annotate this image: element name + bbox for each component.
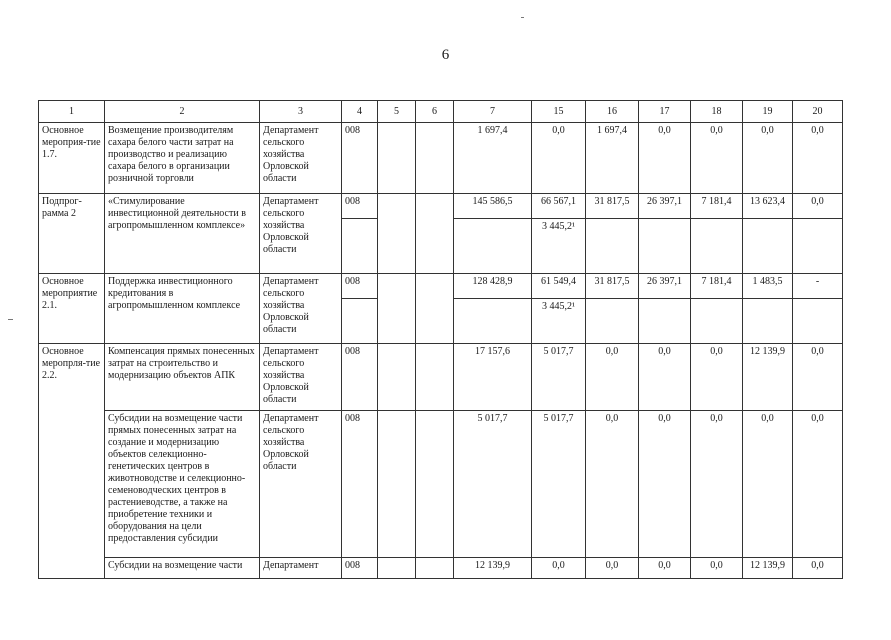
empty-cell — [416, 558, 454, 579]
grbs-code-cell: 008 — [342, 123, 378, 194]
total-cell: 128 428,9 — [454, 274, 532, 299]
program-name-cell: Субсидии на возмещение части прямых понесенных затрат на создание и модернизацию объектов селекционно-генетических центров в животноводстве и селекционно-семеноводческих центров в растениеводстве, а также на приобретение техники и оборудования на цели предоставления субсидии — [105, 411, 260, 558]
year-value-cell: 0,0 — [691, 411, 743, 558]
year-value-cell: 0,0 — [639, 344, 691, 411]
column-header: 5 — [378, 101, 416, 123]
empty-cell — [639, 219, 691, 274]
year-value-cell: 0,0 — [586, 411, 639, 558]
total-cell: 12 139,9 — [454, 558, 532, 579]
empty-cell — [793, 299, 843, 344]
total-cell: 1 697,4 — [454, 123, 532, 194]
year-value-cell: 0,0 — [586, 558, 639, 579]
year-value-cell: 61 549,4 — [532, 274, 586, 299]
total-cell: 17 157,6 — [454, 344, 532, 411]
year-value-cell: 26 397,1 — [639, 274, 691, 299]
year-value-cell: 0,0 — [639, 411, 691, 558]
program-code-cell: Подпрог-рамма 2 — [39, 194, 105, 274]
year-value-cell: 5 017,7 — [532, 344, 586, 411]
table-row — [39, 274, 843, 299]
year-value-cell: 12 139,9 — [743, 558, 793, 579]
year-value-cell: 31 817,5 — [586, 194, 639, 219]
column-header: 18 — [691, 101, 743, 123]
empty-cell — [342, 299, 378, 344]
grbs-code-cell: 008 — [342, 344, 378, 411]
empty-cell — [378, 344, 416, 411]
empty-cell — [416, 123, 454, 194]
table-row — [39, 411, 843, 558]
year-value-cell: 0,0 — [743, 411, 793, 558]
empty-cell — [378, 194, 416, 274]
empty-cell — [342, 219, 378, 274]
total-cell: 5 017,7 — [454, 411, 532, 558]
year-value-cell: 0,0 — [793, 344, 843, 411]
column-header: 7 — [454, 101, 532, 123]
empty-cell — [454, 219, 532, 274]
year-value-cell: - — [793, 274, 843, 299]
executor-cell: Департамент сельского хозяйства Орловской области — [260, 411, 342, 558]
program-code-cell: Основное мероприя-тие 1.7. — [39, 123, 105, 194]
empty-cell — [639, 299, 691, 344]
empty-cell — [378, 411, 416, 558]
program-code-cell: Основное меропрля-тие 2.2. — [39, 344, 105, 579]
year-value-cell: 7 181,4 — [691, 194, 743, 219]
year-value-cell: 5 017,7 — [532, 411, 586, 558]
table-row — [39, 194, 843, 219]
header-row — [39, 101, 843, 123]
program-name-cell: «Стимулирование инвестиционной деятельности в агропромышленном комплексе» — [105, 194, 260, 274]
executor-cell: Департамент сельского хозяйства Орловской области — [260, 344, 342, 411]
year-value-cell: 66 567,1 — [532, 194, 586, 219]
column-header: 16 — [586, 101, 639, 123]
program-code-cell: Основное мероприятие 2.1. — [39, 274, 105, 344]
column-header: 4 — [342, 101, 378, 123]
program-name-cell: Компенсация прямых понесенных затрат на строительство и модернизацию объектов АПК — [105, 344, 260, 411]
year-value-cell: 31 817,5 — [586, 274, 639, 299]
column-header: 15 — [532, 101, 586, 123]
table-row — [39, 344, 843, 411]
table-row — [39, 558, 843, 579]
program-name-cell: Субсидии на возмещение части — [105, 558, 260, 579]
empty-cell — [743, 299, 793, 344]
year-value-cell: 0,0 — [532, 123, 586, 194]
empty-cell — [416, 344, 454, 411]
column-header: 6 — [416, 101, 454, 123]
year-value-cell: 0,0 — [691, 344, 743, 411]
grbs-code-cell: 008 — [342, 411, 378, 558]
year-value-cell: 0,0 — [793, 194, 843, 219]
grbs-code-cell: 008 — [342, 194, 378, 219]
column-header: 1 — [39, 101, 105, 123]
empty-cell — [416, 194, 454, 274]
year-value-cell: 13 623,4 — [743, 194, 793, 219]
year-value-cell: 1 697,4 — [586, 123, 639, 194]
year-value-cell: 0,0 — [793, 558, 843, 579]
year-value-cell: 7 181,4 — [691, 274, 743, 299]
scan-speck — [521, 17, 524, 18]
year-value-extra-cell: 3 445,2¹ — [532, 219, 586, 274]
column-header: 3 — [260, 101, 342, 123]
executor-cell: Департамент — [260, 558, 342, 579]
page-number: 6 — [441, 47, 450, 63]
year-value-cell: 0,0 — [691, 558, 743, 579]
budget-table — [38, 100, 843, 579]
executor-cell: Департамент сельского хозяйства Орловской области — [260, 194, 342, 274]
program-name-cell: Возмещение производителям сахара белого части затрат на производство и реализацию сахара белого в организации розничной торговли — [105, 123, 260, 194]
year-value-cell: 0,0 — [691, 123, 743, 194]
empty-cell — [586, 219, 639, 274]
table-row — [39, 123, 843, 194]
column-header: 19 — [743, 101, 793, 123]
grbs-code-cell: 008 — [342, 274, 378, 299]
year-value-cell: 0,0 — [793, 123, 843, 194]
empty-cell — [378, 274, 416, 344]
column-header: 20 — [793, 101, 843, 123]
year-value-cell: 26 397,1 — [639, 194, 691, 219]
column-header: 2 — [105, 101, 260, 123]
empty-cell — [793, 219, 843, 274]
scan-speck — [8, 319, 13, 320]
year-value-extra-cell: 3 445,2¹ — [532, 299, 586, 344]
empty-cell — [378, 123, 416, 194]
year-value-cell: 0,0 — [532, 558, 586, 579]
year-value-cell: 0,0 — [639, 123, 691, 194]
empty-cell — [691, 299, 743, 344]
column-header: 17 — [639, 101, 691, 123]
empty-cell — [378, 558, 416, 579]
year-value-cell: 0,0 — [639, 558, 691, 579]
year-value-cell: 0,0 — [793, 411, 843, 558]
program-name-cell: Поддержка инвестиционного кредитования в агропромышленном комплексе — [105, 274, 260, 344]
grbs-code-cell: 008 — [342, 558, 378, 579]
empty-cell — [454, 299, 532, 344]
empty-cell — [586, 299, 639, 344]
executor-cell: Департамент сельского хозяйства Орловской области — [260, 123, 342, 194]
empty-cell — [691, 219, 743, 274]
total-cell: 145 586,5 — [454, 194, 532, 219]
year-value-cell: 0,0 — [743, 123, 793, 194]
empty-cell — [743, 219, 793, 274]
empty-cell — [416, 274, 454, 344]
empty-cell — [416, 411, 454, 558]
executor-cell: Департамент сельского хозяйства Орловской области — [260, 274, 342, 344]
year-value-cell: 12 139,9 — [743, 344, 793, 411]
year-value-cell: 0,0 — [586, 344, 639, 411]
year-value-cell: 1 483,5 — [743, 274, 793, 299]
